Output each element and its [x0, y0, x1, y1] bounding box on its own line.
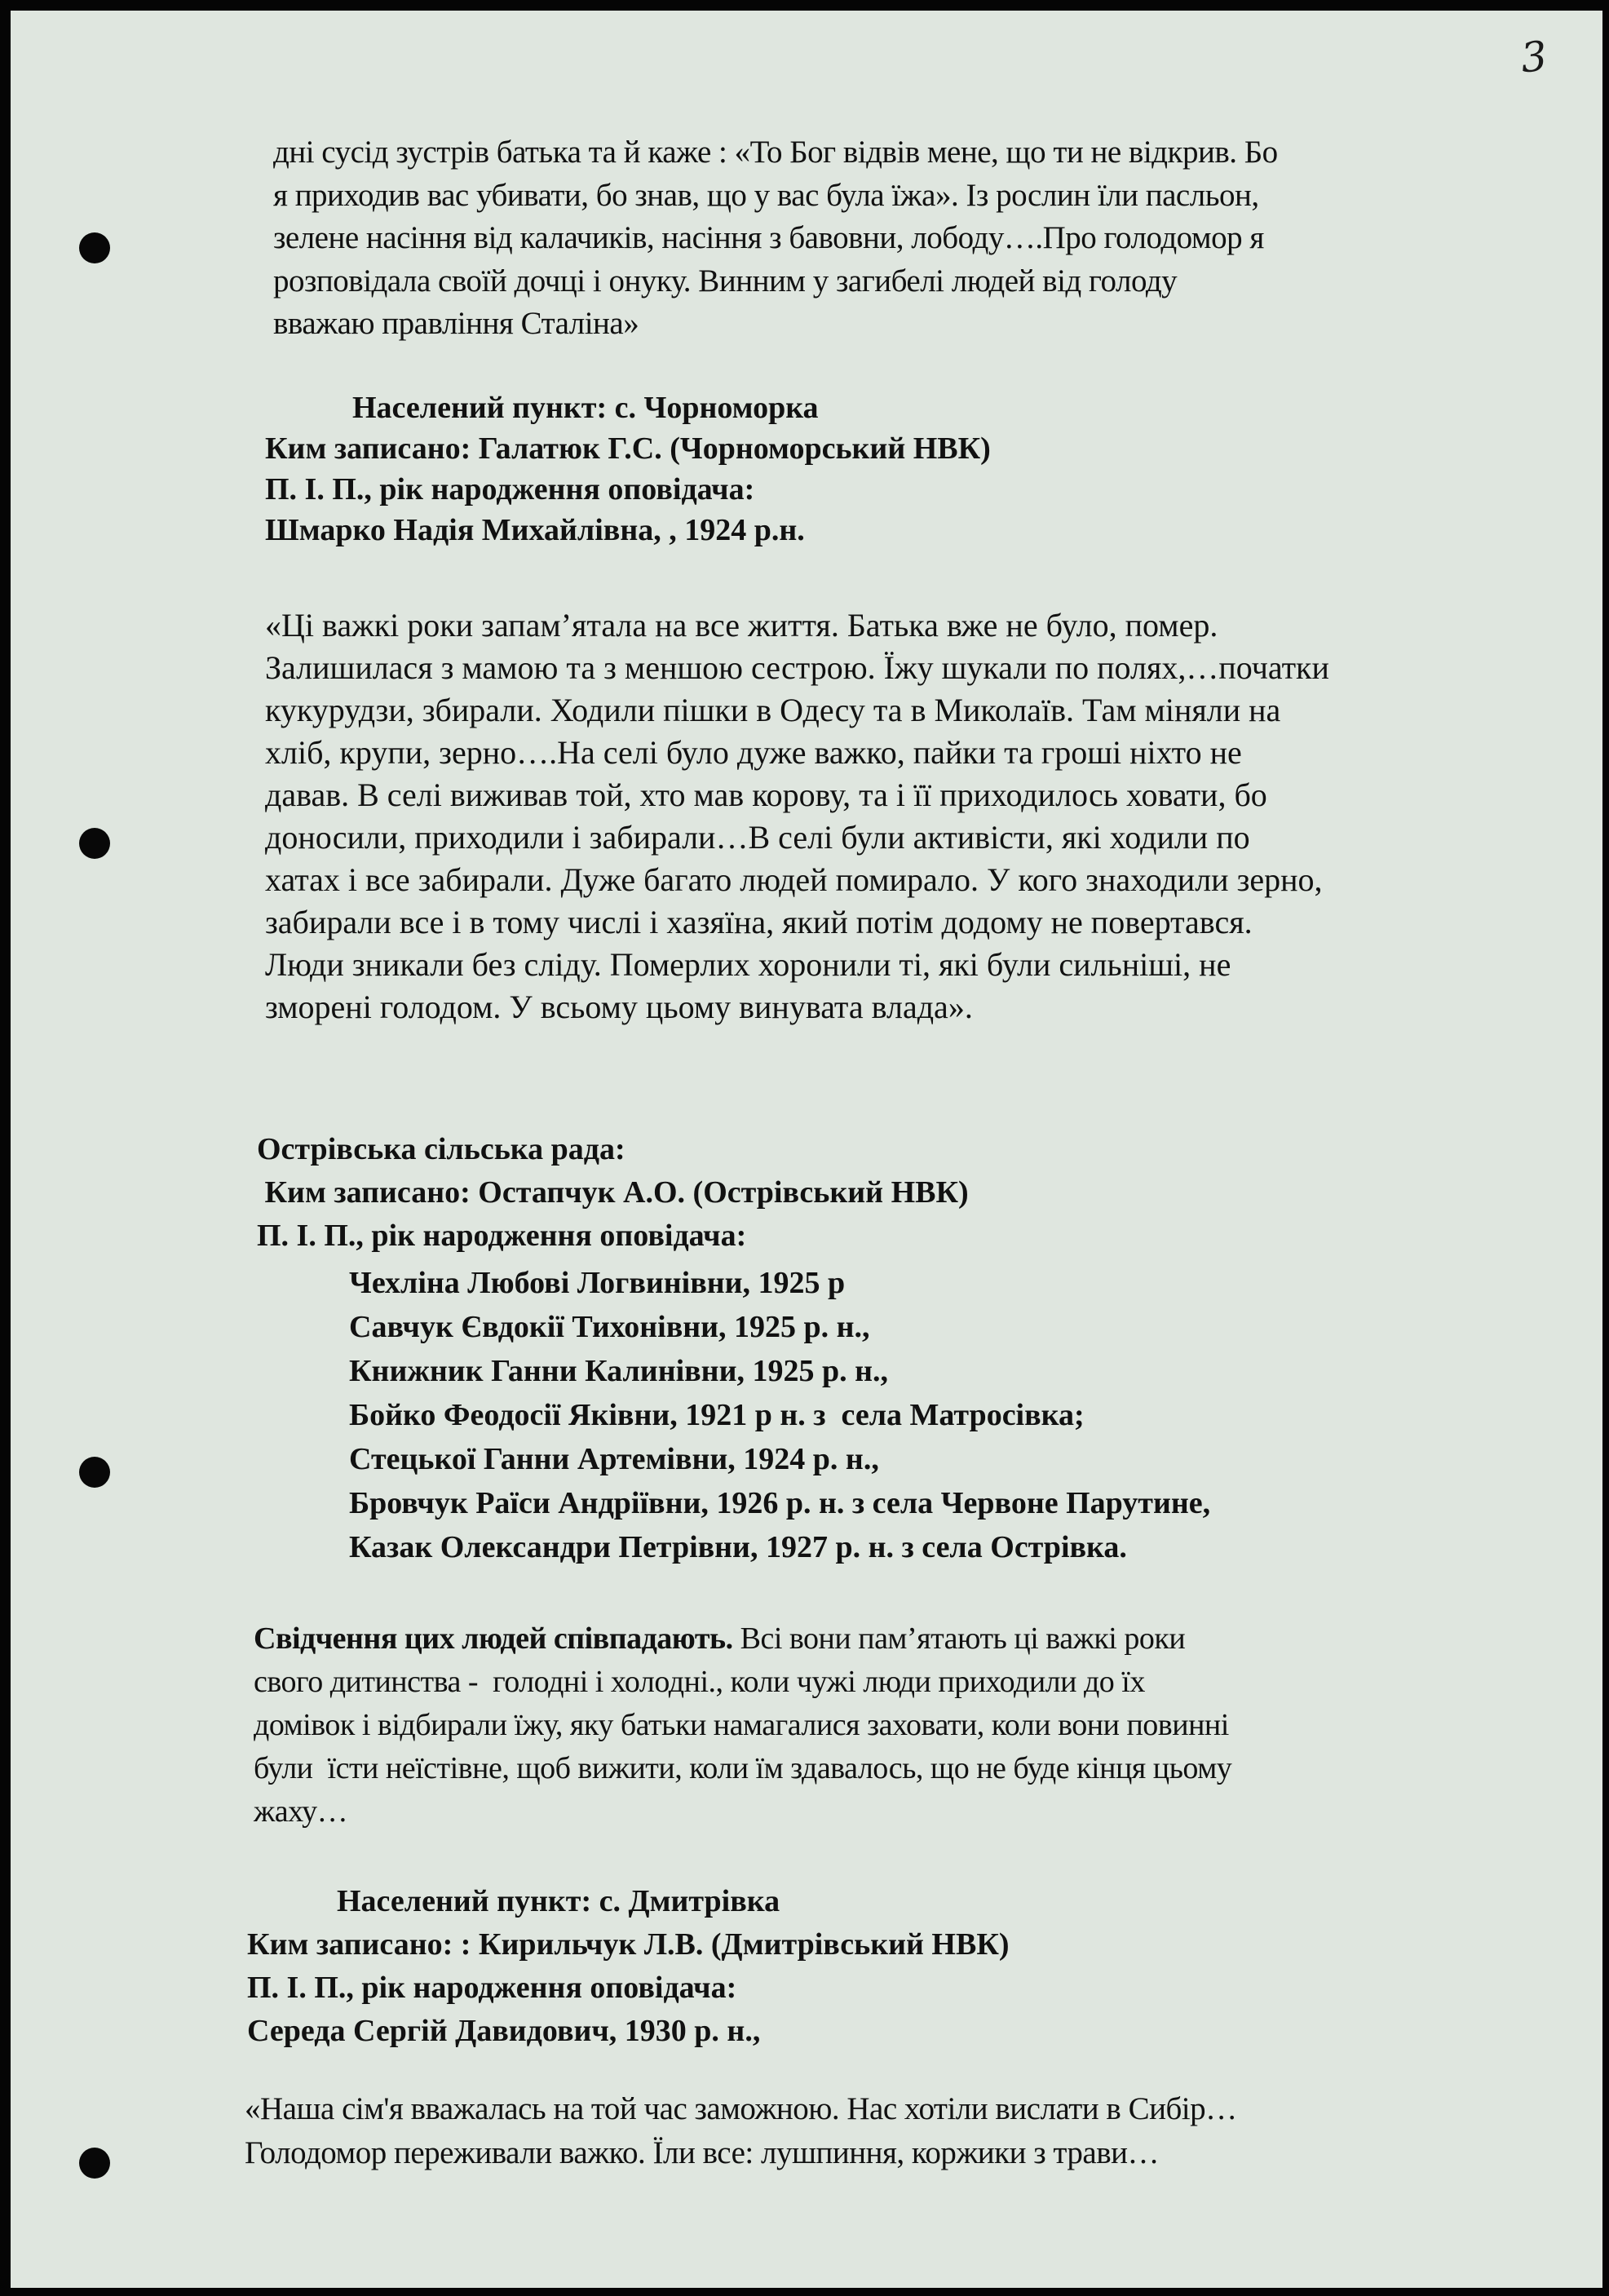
text-line: свого дитинства - голодні і холодні., коли чужі люди приходили до їх — [254, 1665, 1145, 1699]
handwritten-page-number: 3 — [1518, 32, 1549, 82]
recorded-by-label: Ким записано: : Кирильчук Л.В. (Дмитрівський НВК) — [247, 1927, 1010, 1962]
text-line: давав. В селі виживав той, хто мав корову, та і її приходилось ховати, бо — [265, 776, 1267, 813]
punch-hole — [79, 1457, 110, 1488]
text-line: доносили, приходили і забирали…В селі були активісти, які ходили по — [265, 819, 1250, 856]
text-line: хатах і все забирали. Дуже багато людей помирало. У кого знаходили зерно, — [265, 861, 1323, 898]
settlement-label: Населений пункт: с. Чорноморка — [352, 391, 819, 425]
chornomorka-testimony — [265, 604, 1329, 1029]
summary-bold-sentence: Свідчення цих людей співпадають. — [254, 1621, 733, 1656]
text-line: Люди зникали без сліду. Померлих хоронили ті, які були сильніші, не — [265, 946, 1231, 983]
narrator-label: П. І. П., рік народження оповідача: — [265, 472, 755, 507]
narrator-item: Книжник Ганни Калинівни, 1925 р. н., — [349, 1354, 888, 1388]
text-line: Голодомор переживали важко. Їли все: лушпиння, коржики з трави… — [245, 2135, 1160, 2170]
recorded-by-label: Ким записано: Галатюк Г.С. (Чорноморський НВК) — [265, 431, 991, 466]
text-line: зморені голодом. У всьому цьому винувата влада». — [265, 989, 973, 1025]
narrator-item: Казак Олександри Петрівни, 1927 р. н. з села Острівка. — [349, 1530, 1127, 1564]
ostrivka-header — [257, 1128, 969, 1258]
narrator-item: Бойко Феодосії Яківни, 1921 р н. з села Матросівка; — [349, 1398, 1085, 1432]
document-page — [11, 11, 1602, 2288]
ostrivka-summary — [254, 1617, 1231, 1834]
text-line: хліб, крупи, зерно….На селі було дуже важко, пайки та гроші ніхто не — [265, 734, 1242, 771]
text-line: я приходив вас убивати, бо знав, що у вас була їжа». Із рослин їли пасльон, — [273, 177, 1259, 213]
ostrivka-narrators-list — [349, 1261, 1210, 1569]
text-line: кукурудзи, збирали. Ходили пішки в Одесу та в Миколаїв. Там міняли на — [265, 692, 1281, 728]
text-line: розповідала своїй дочці і онуку. Винним у загибелі людей від голоду — [273, 263, 1178, 299]
dmytrivka-header — [247, 1880, 1010, 2053]
text-line: «Ці важкі роки запам’ятала на все життя. Батька вже не було, помер. — [265, 607, 1218, 644]
narrator-label: П. І. П., рік народження оповідача: — [247, 1971, 737, 2005]
chornomorka-header — [265, 387, 991, 551]
text-line: Залишилася з мамою та з меншою сестрою. Їжу шукали по полях,…початки — [265, 649, 1329, 686]
text-line: «Наша сім'я вважалась на той час заможною. Нас хотіли вислати в Сибір… — [245, 2091, 1237, 2126]
narrator-item: Савчук Євдокії Тихонівни, 1925 р. н., — [349, 1310, 870, 1344]
council-label: Острівська сільська рада: — [257, 1132, 625, 1166]
recorded-by-label: Ким записано: Остапчук А.О. (Острівський НВК) — [257, 1175, 969, 1210]
text-line: зелене насіння від калачиків, насіння з бавовни, лободу….Про голодомор я — [273, 220, 1264, 255]
text-line: жаху… — [254, 1794, 348, 1829]
narrator-name: Шмарко Надія Михайлівна, , 1924 р.н. — [265, 513, 805, 547]
narrator-item: Бровчук Раїси Андріївни, 1926 р. н. з села Червоне Парутине, — [349, 1486, 1211, 1520]
text-line: забирали все і в тому числі і хазяїна, який потім додому не повертався. — [265, 904, 1253, 940]
dmytrivka-testimony — [245, 2087, 1237, 2175]
punch-hole — [79, 232, 110, 263]
text-line: Всі вони пам’ятають ці важкі роки — [732, 1621, 1186, 1656]
text-line: вважаю правління Сталіна» — [273, 306, 639, 341]
settlement-label: Населений пункт: с. Дмитрівка — [337, 1884, 780, 1918]
narrator-item: Чехліна Любові Логвинівни, 1925 р — [349, 1266, 846, 1300]
narrator-item: Стецької Ганни Артемівни, 1924 р. н., — [349, 1442, 879, 1476]
intro-paragraph — [273, 131, 1278, 346]
narrator-name: Середа Сергій Давидович, 1930 р. н., — [247, 2014, 761, 2048]
text-line: були їсти неїстівне, щоб вижити, коли їм здавалось, що не буде кінця цьому — [254, 1751, 1232, 1785]
narrator-label: П. І. П., рік народження оповідача: — [257, 1219, 747, 1253]
punch-hole — [79, 828, 110, 859]
punch-hole — [79, 2148, 110, 2179]
text-line: домівок і відбирали їжу, яку батьки намагалися заховати, коли вони повинні — [254, 1708, 1229, 1742]
text-line: дні сусід зустрів батька та й каже : «То Бог відвів мене, що ти не відкрив. Бо — [273, 135, 1278, 170]
